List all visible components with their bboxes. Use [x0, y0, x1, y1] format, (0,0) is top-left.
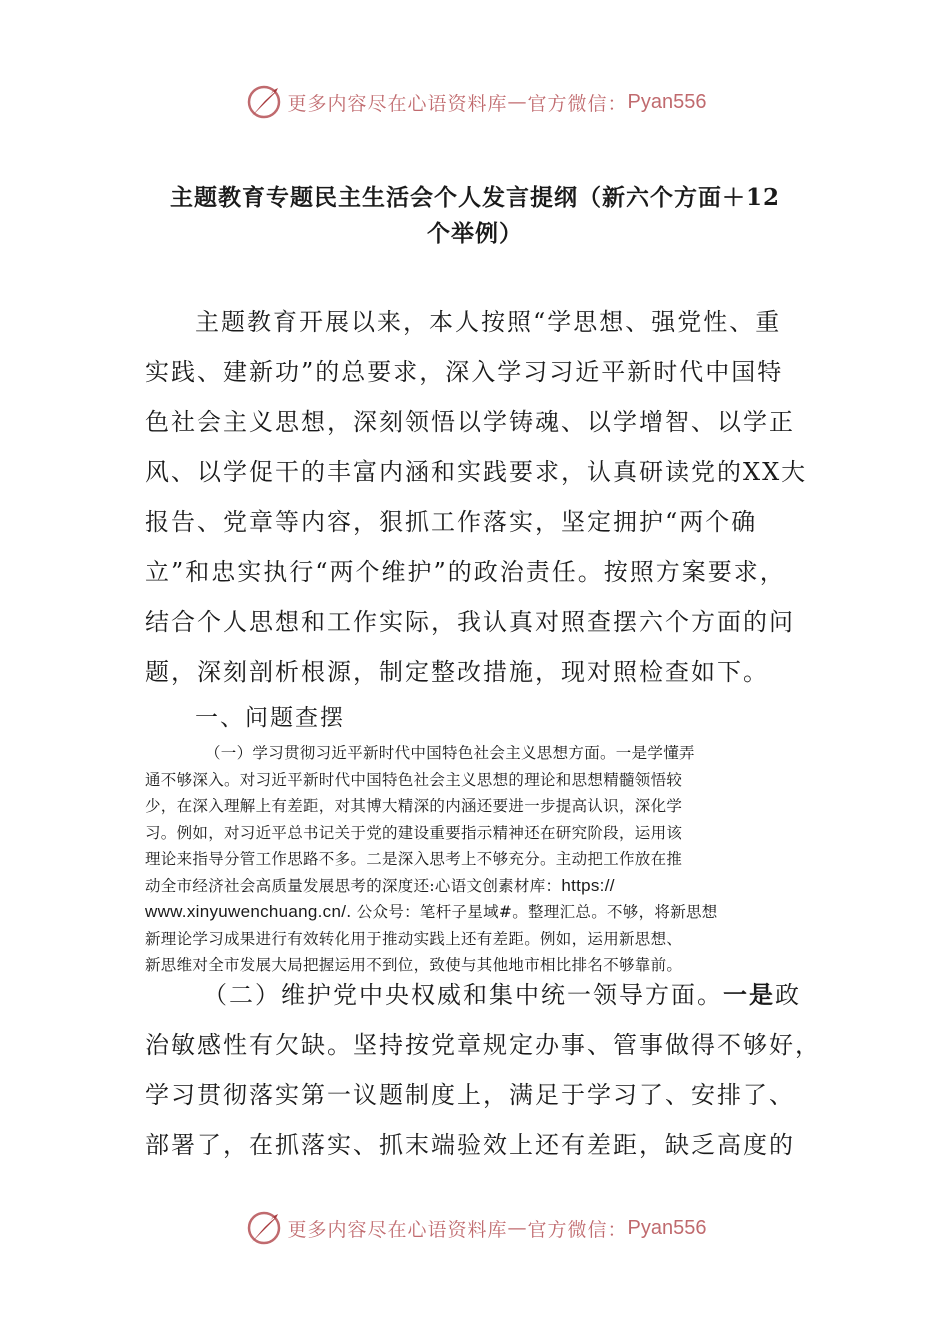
paragraph-line: [145, 899, 815, 926]
website-link[interactable]: www.xinyuwenchuang.cn/: [145, 902, 347, 921]
footer-banner: [0, 1208, 950, 1248]
quill-logo-icon: [244, 82, 284, 122]
paragraph-line: 部署了，在抓落实、抓末端验效上还有差距，缺乏高度的: [145, 1131, 795, 1159]
paragraph-line: 治敏感性有欠缺。坚持按党章规定办事、管事做得不够好，: [145, 1031, 821, 1059]
paragraph-line: [145, 970, 805, 1020]
paragraph-line-text: 政: [775, 981, 801, 1009]
url-fragment: https://: [561, 875, 615, 895]
paragraph-line: 理论来指导分管工作思路不多。二是深入思考上不够充分。主动把工作放在推: [145, 850, 683, 868]
point1-paragraph: [145, 740, 815, 979]
header-official: 官方微信：: [527, 92, 628, 115]
header-banner: [0, 82, 950, 122]
paragraph-line: 立”和忠实执行“两个维护”的政治责任。按照方案要求，: [145, 558, 786, 586]
point2-paragraph: [145, 970, 821, 1170]
footer-text: 更多内容尽在心语资料库: [287, 1218, 508, 1241]
paragraph-line: （一）学习贯彻习近平新时代中国特色社会主义思想方面。一是学懂弄: [205, 744, 695, 762]
paragraph-line: 实践、建新功”的总要求，深入学习习近平新时代中国特: [145, 358, 784, 386]
section-heading: 一、问题查摆: [195, 705, 345, 731]
emphasis-text: 一是: [723, 980, 775, 1009]
header-dash: —: [507, 91, 528, 113]
quill-logo-icon: [244, 1208, 284, 1248]
paragraph-line: 结合个人思想和工作实际，我认真对照查摆六个方面的问: [145, 608, 795, 636]
title-line: 个举例）: [427, 220, 523, 247]
document-title: [145, 180, 805, 252]
header-text: 更多内容尽在心语资料库: [287, 92, 508, 115]
paragraph-line: 主题教育开展以来，本人按照“学思想、强党性、重: [195, 308, 782, 336]
paragraph-line-text: . 公众号：笔杆子星域#。整理汇总。不够，将新思想: [346, 903, 718, 921]
paragraph-line: 新理论学习成果进行有效转化用于推动实践上还有差距。例如，运用新思想、: [145, 929, 683, 948]
paragraph-line-text: 动全市经济社会高质量发展思考的深度还:心语文创素材库：: [145, 876, 562, 895]
paragraph-line: 学习贯彻落实第一议题制度上，满足于学习了、安排了、: [145, 1081, 795, 1109]
paragraph-line: 新思维对全市发展大局把握运用不到位，致使与其他地市相比排名不够靠前。: [145, 956, 683, 974]
paragraph-line: 习。例如，对习近平总书记关于党的建设重要指示精神还在研究阶段，运用该: [145, 823, 683, 842]
paragraph-line-text: （二）维护党中央权威和集中统一领导方面。: [203, 981, 723, 1009]
paragraph-line: 少，在深入理解上有差距，对其博大精深的内涵还要进一步提高认识，深化学: [145, 797, 683, 815]
title-line: 主题教育专题民主生活会个人发言提纲（新六个方面＋12: [169, 184, 780, 211]
footer-official: 官方微信：: [527, 1218, 628, 1241]
paragraph-line: 报告、党章等内容，狠抓工作落实，坚定拥护“两个确: [145, 508, 758, 536]
paragraph-line: 题，深刻剖析根源，制定整改措施，现对照检查如下。: [145, 658, 769, 686]
footer-dash: —: [507, 1217, 528, 1239]
paragraph-line: 风、以学促干的丰富内涵和实践要求，认真研读党的XX大: [145, 458, 808, 486]
paragraph-line: [145, 873, 815, 900]
footer-wechat-id: Pyan556: [627, 1216, 707, 1239]
intro-paragraph: [145, 297, 808, 697]
paragraph-line: 通不够深入。对习近平新时代中国特色社会主义思想的理论和思想精髓领悟较: [145, 770, 683, 789]
paragraph-line: 色社会主义思想，深刻领悟以学铸魂、以学增智、以学正: [145, 408, 795, 436]
header-wechat-id: Pyan556: [627, 90, 707, 113]
